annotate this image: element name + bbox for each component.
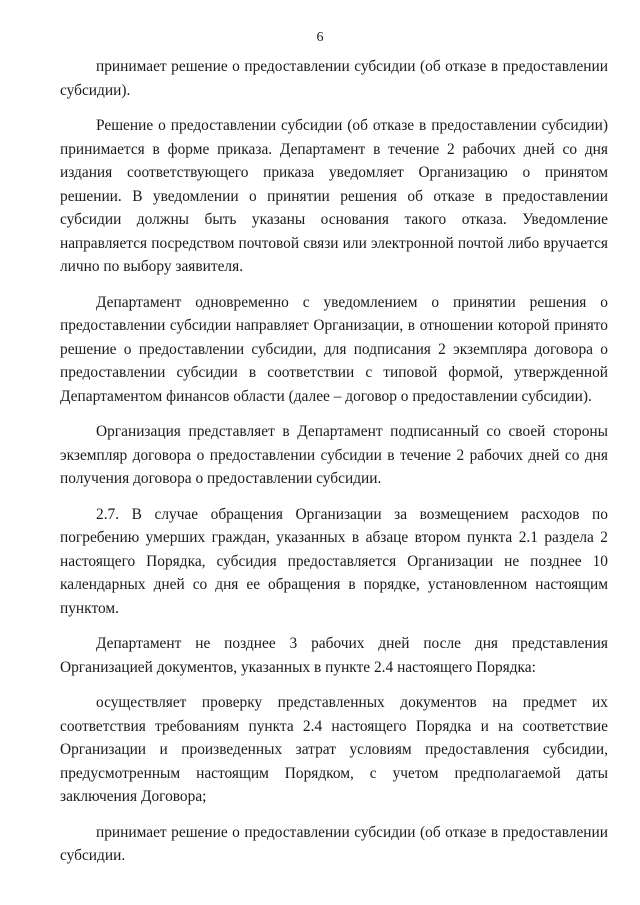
paragraph-8: принимает решение о предоставлении субсидии (об отказе в предоставлении субсидии. xyxy=(60,823,608,864)
paragraph-5: 2.7. В случае обращения Организации за возмещением расходов по погребению умерших граждан, указанных в абзаце втором пункта 2.1 раздела 2 настоящего Порядка, субсидия предоставляется Организации не позднее 10 календарных дней со дня ее обращения в порядке, установленном настоящим пунктом. xyxy=(60,505,608,617)
paragraph-2: Решение о предоставлении субсидии (об отказе в предоставлении субсидии) принимается в форме приказа. Департамент в течение 2 рабочих дней со дня издания соответствующего приказа уведомляет Организацию о принятом решении. В уведомлении о принятии решения об отказе в предоставлении субсидии должны быть указаны основания такого отказа. Уведомление направляется посредством почтовой связи или электронной почтой либо вручается лично по выбору заявителя. xyxy=(60,117,608,275)
page-number: 6 xyxy=(316,30,324,45)
paragraph-3: Департамент одновременно с уведомлением о принятии решения о предоставлении субсидии направляет Организации, в отношении которой принято решение о предоставлении субсидии, для подписания 2 экземпляра договора о предоставлении субсидии в соответствии с типовой формой, утвержденной Департаментом финансов области (далее – договор о предоставлении субсидии). xyxy=(60,293,608,405)
paragraph-1: принимает решение о предоставлении субсидии (об отказе в предоставлении субсидии). xyxy=(60,58,608,99)
document-body xyxy=(60,55,608,880)
paragraph-4: Организация представляет в Департамент подписанный со своей стороны экземпляр договора о предоставлении субсидии в течение 2 рабочих дней со дня получения договора о предоставлении субсидии. xyxy=(60,423,608,487)
paragraph-7: осуществляет проверку представленных документов на предмет их соответствия требованиям пункта 2.4 настоящего Порядка и на соответствие Организации и произведенных затрат условиям предоставления субсидии, предусмотренным настоящим Порядком, с учетом предполагаемой даты заключения Договора; xyxy=(60,694,608,805)
paragraph-6: Департамент не позднее 3 рабочих дней после дня представления Организацией документов, указанных в пункте 2.4 настоящего Порядка: xyxy=(60,635,608,676)
